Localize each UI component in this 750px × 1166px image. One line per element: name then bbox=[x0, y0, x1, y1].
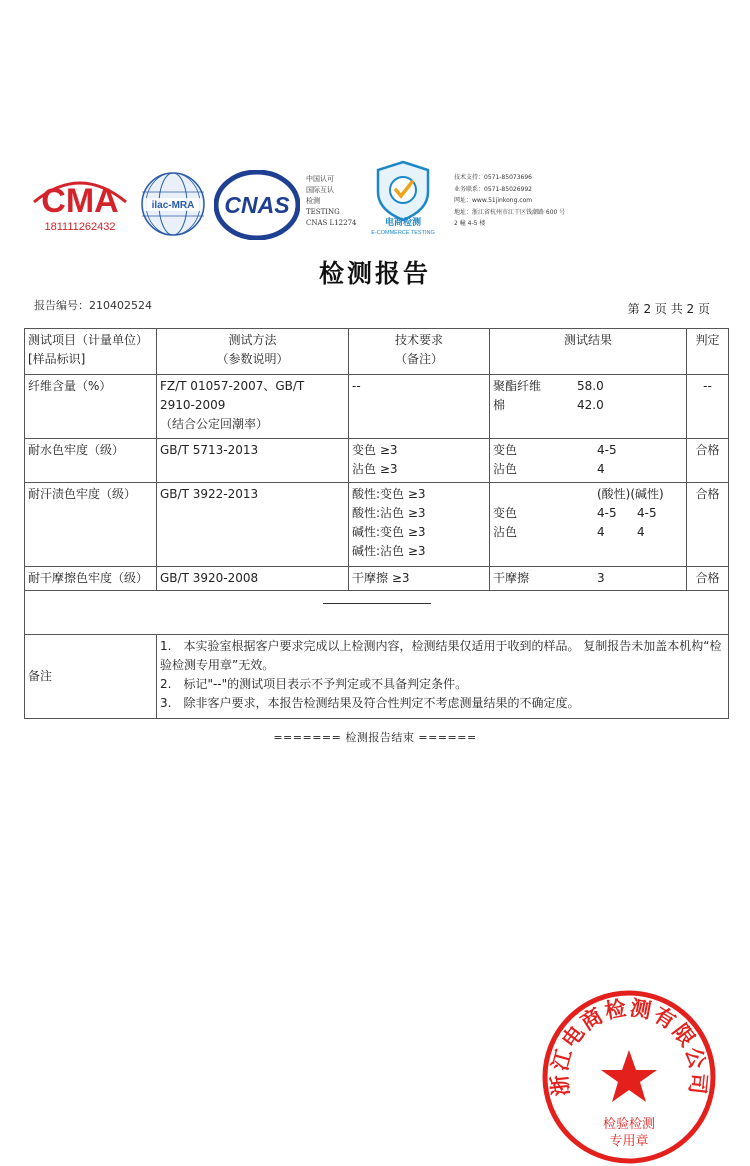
cert-line: 国际互认 bbox=[306, 186, 334, 194]
seal-ring-text: 浙江电商检测有限公司 bbox=[547, 995, 711, 1098]
blank-cell bbox=[25, 591, 729, 635]
result-line bbox=[493, 523, 683, 542]
result-value: 4 bbox=[597, 462, 605, 476]
header-item bbox=[25, 329, 157, 375]
method-line: FZ/T 01057-2007、GB/T bbox=[160, 379, 305, 393]
table-row bbox=[25, 439, 729, 483]
table-row bbox=[25, 483, 729, 567]
result-label: 干摩擦 bbox=[493, 571, 530, 585]
result-label: 棉 bbox=[493, 398, 506, 412]
seal-center-line: 专用章 bbox=[609, 1134, 649, 1149]
sweat-result bbox=[490, 483, 687, 567]
header-requirement-line: 技术要求 bbox=[394, 333, 443, 347]
cert-line: 检测 bbox=[306, 197, 320, 205]
alkali-header: (碱性) bbox=[630, 487, 664, 501]
sweat-requirement bbox=[349, 483, 490, 567]
result-label: 沾色 bbox=[493, 462, 518, 476]
result-label: 变色 bbox=[493, 506, 518, 520]
blank-row bbox=[25, 591, 729, 635]
result-value: 42.0 bbox=[577, 398, 604, 412]
company-seal bbox=[540, 988, 718, 1166]
sweat-judgment: 合格 bbox=[687, 483, 729, 567]
note-item: 3. 除非客户要求，本报告检测结果及符合性判定不考虑测量结果的不确定度。 bbox=[160, 696, 580, 710]
seal-center-line: 检验检测 bbox=[602, 1117, 656, 1132]
water-method: GB/T 5713-2013 bbox=[157, 439, 349, 483]
separator-line bbox=[323, 603, 431, 604]
cma-letters: CMA bbox=[41, 182, 119, 220]
method-line: （结合公定回潮率） bbox=[160, 417, 269, 431]
result-value: 4-5 bbox=[597, 443, 617, 457]
certification-text bbox=[306, 174, 356, 229]
star-icon bbox=[601, 1050, 657, 1102]
rub-result bbox=[490, 567, 687, 591]
cert-line: CNAS L12274 bbox=[306, 219, 357, 227]
water-judgment: 合格 bbox=[687, 439, 729, 483]
result-value: 3 bbox=[597, 571, 605, 585]
ilac-mra-logo bbox=[140, 168, 206, 240]
notes-row bbox=[25, 635, 729, 719]
result-subheader bbox=[493, 485, 683, 504]
acid-value: 4-5 bbox=[597, 506, 617, 520]
note-item: 2. 标记"--"的测试项目表示不予判定或不具备判定条件。 bbox=[160, 677, 468, 691]
notes-content bbox=[157, 635, 729, 719]
ecommerce-testing-logo bbox=[366, 160, 440, 236]
report-end-text: ======= 检测报告结束 ====== bbox=[273, 731, 477, 744]
cnas-logo bbox=[214, 170, 300, 240]
ecommerce-en-text: E-COMMERCE TESTING bbox=[371, 230, 435, 236]
contact-line: 业务联系：0571-85026992 bbox=[454, 185, 532, 193]
contact-line: 2 幢 4-5 楼 bbox=[454, 220, 486, 227]
result-line bbox=[493, 569, 683, 588]
acid-header: (酸性) bbox=[597, 487, 631, 501]
alkali-value: 4 bbox=[637, 525, 645, 539]
header-requirement-line: （备注） bbox=[394, 352, 443, 366]
method-line: 2910-2009 bbox=[160, 398, 226, 412]
cert-line: 中国认可 bbox=[306, 175, 334, 183]
sweat-method: GB/T 3922-2013 bbox=[157, 483, 349, 567]
result-line bbox=[493, 377, 683, 396]
header-judgment: 判定 bbox=[687, 329, 729, 375]
fiber-result bbox=[490, 375, 687, 439]
header-result: 测试结果 bbox=[490, 329, 687, 375]
header-item-line: 测试项目（计量单位） bbox=[28, 333, 149, 347]
result-label: 变色 bbox=[493, 443, 518, 457]
result-line bbox=[493, 396, 683, 415]
alkali-value: 4-5 bbox=[637, 506, 657, 520]
requirement-line: 酸性:变色 ≥3 bbox=[352, 487, 426, 501]
header-method-line: （参数说明） bbox=[216, 352, 289, 366]
report-title: 检测报告 bbox=[318, 259, 431, 288]
cert-line: TESTING bbox=[306, 208, 340, 216]
fiber-method bbox=[157, 375, 349, 439]
result-label: 聚酯纤维 bbox=[493, 379, 542, 393]
contact-info bbox=[454, 172, 565, 230]
table-row bbox=[25, 567, 729, 591]
report-number: 报告编号：210402524 bbox=[34, 299, 152, 312]
result-line bbox=[493, 460, 683, 479]
water-requirement bbox=[349, 439, 490, 483]
page-indicator: 第 2 页 共 2 页 bbox=[627, 302, 710, 316]
ilac-text: ilac-MRA bbox=[151, 200, 195, 211]
header-requirement bbox=[349, 329, 490, 375]
result-label: 沾色 bbox=[493, 525, 518, 539]
contact-line: 网址：www.51jinkong.com bbox=[454, 197, 533, 204]
note-item: 1. 本实验室根据客户要求完成以上检测内容，检测结果仅适用于收到的样品。 复制报告未加盖本机构“检验检测专用章”无效。 bbox=[160, 639, 722, 672]
cma-logo bbox=[28, 172, 132, 234]
table-header-row bbox=[25, 329, 729, 375]
requirement-line: 碱性:沾色 ≥3 bbox=[352, 544, 426, 558]
acid-value: 4 bbox=[597, 525, 605, 539]
header-method bbox=[157, 329, 349, 375]
fiber-item: 纤维含量（%） bbox=[25, 375, 157, 439]
ecommerce-cn-text: 电商检测 bbox=[384, 218, 422, 228]
notes-label: 备注 bbox=[25, 635, 157, 719]
fiber-requirement: -- bbox=[349, 375, 490, 439]
requirement-line: 变色 ≥3 bbox=[352, 443, 398, 457]
result-line bbox=[493, 504, 683, 523]
requirement-line: 酸性:沾色 ≥3 bbox=[352, 506, 426, 520]
header-method-line: 测试方法 bbox=[228, 333, 277, 347]
cnas-text: CNAS bbox=[224, 192, 290, 218]
water-item: 耐水色牢度（级） bbox=[25, 439, 157, 483]
water-result bbox=[490, 439, 687, 483]
requirement-line: 沾色 ≥3 bbox=[352, 462, 398, 476]
rub-item: 耐干摩擦色牢度（级） bbox=[25, 567, 157, 591]
sweat-item: 耐汗渍色牢度（级） bbox=[25, 483, 157, 567]
fiber-judgment: -- bbox=[687, 375, 729, 439]
header-item-line: [样品标识] bbox=[28, 352, 86, 366]
result-line bbox=[493, 441, 683, 460]
requirement-line: 碱性:变色 ≥3 bbox=[352, 525, 426, 539]
rub-requirement: 干摩擦 ≥3 bbox=[349, 567, 490, 591]
contact-line: 技术支持：0571-85073696 bbox=[454, 174, 532, 181]
contact-line: 地址：浙江省杭州市江干区钱潮路 600 号 bbox=[454, 208, 566, 216]
result-value: 58.0 bbox=[577, 379, 604, 393]
test-results-table bbox=[24, 328, 729, 719]
rub-judgment: 合格 bbox=[687, 567, 729, 591]
cma-number: 181111262432 bbox=[44, 221, 116, 233]
table-row bbox=[25, 375, 729, 439]
rub-method: GB/T 3920-2008 bbox=[157, 567, 349, 591]
